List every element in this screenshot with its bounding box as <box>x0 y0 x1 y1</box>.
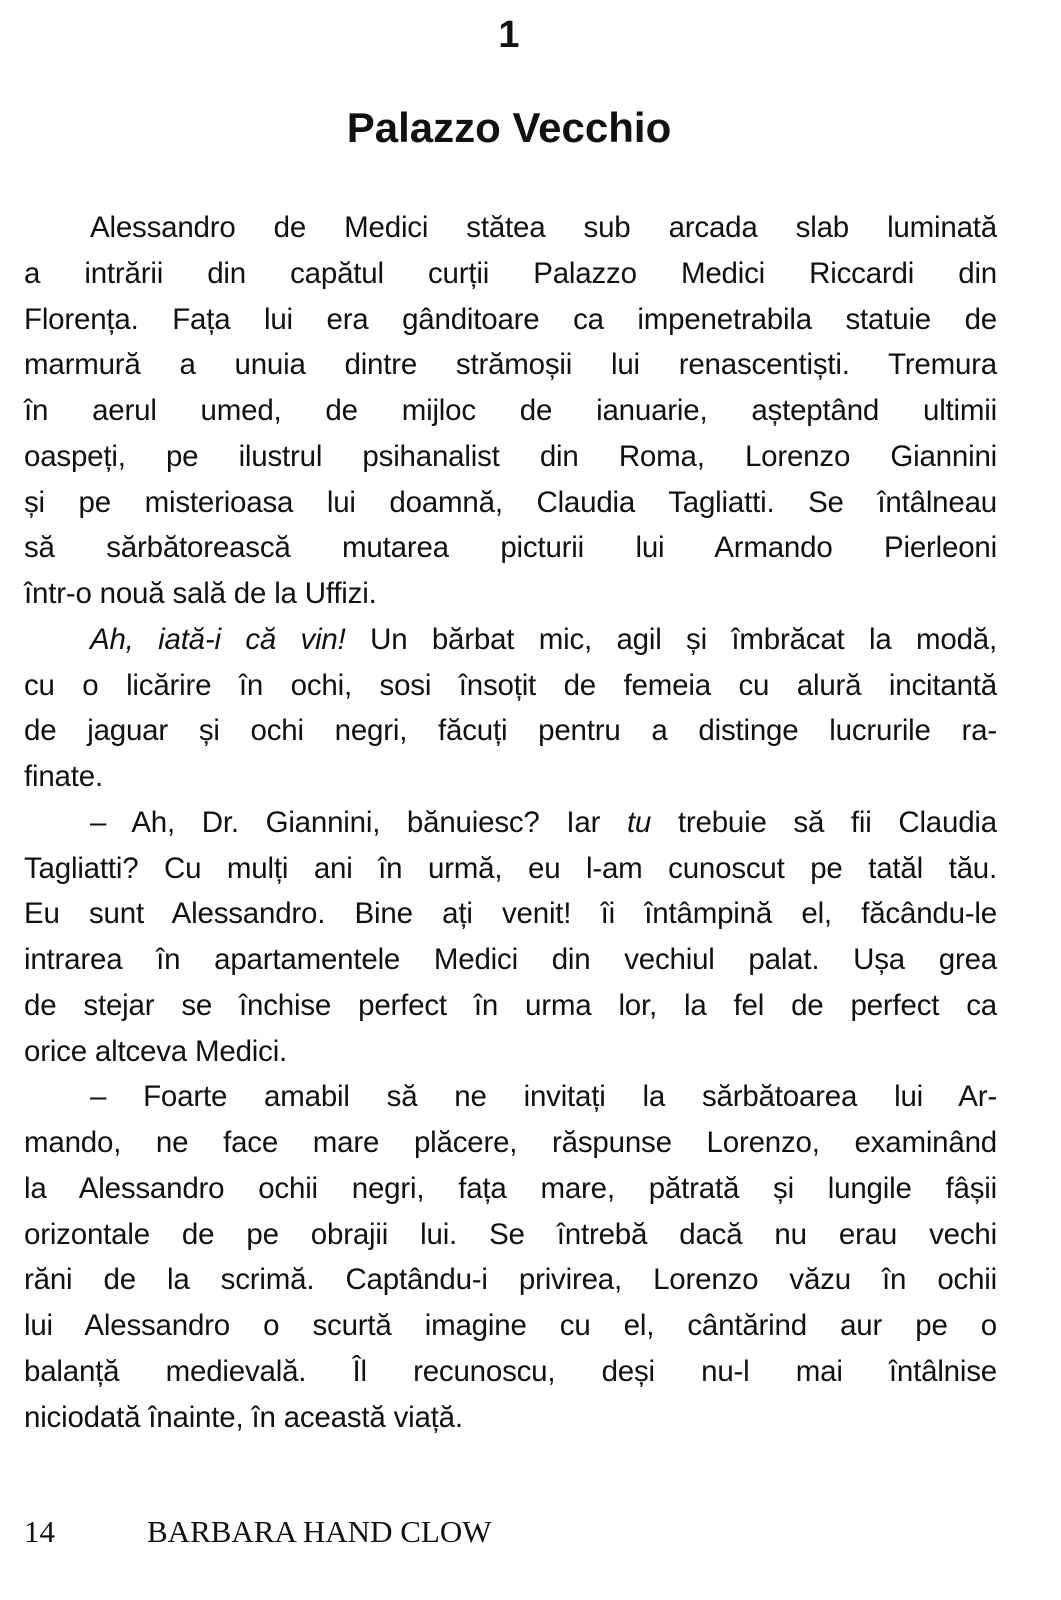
text-segment: balanță medievală. Îl recunoscu, deși nu-l mai întâlnise <box>24 1354 997 1388</box>
text-segment: marmură a unuia dintre strămoșii lui renascentiști. Tremura <box>24 348 997 382</box>
text-line <box>24 1349 997 1395</box>
text-segment: și pe misterioasa lui doamnă, Claudia Tagliatti. Se întâlneau <box>24 485 997 519</box>
text-line <box>24 1120 997 1166</box>
text-segment: intrarea în apartamentele Medici din vechiul palat. Ușa grea <box>24 943 997 976</box>
text-line <box>24 617 997 663</box>
text-segment: Tagliatti? Cu mulți ani în urmă, eu l-am cunoscut pe tatăl tău. <box>24 851 997 885</box>
text-line <box>24 1395 997 1441</box>
text-line <box>24 434 997 480</box>
paragraph <box>24 800 997 1075</box>
text-segment: la Alessandro ochii negri, fața mare, pătrată și lungile fâșii <box>24 1171 997 1205</box>
text-segment: finate. <box>24 760 103 793</box>
text-line <box>24 388 997 434</box>
text-line <box>24 571 997 617</box>
text-segment: Un bărbat mic, agil și îmbrăcat la modă, <box>345 622 997 656</box>
text-line <box>24 1257 997 1303</box>
text-segment: Eu sunt Alessandro. Bine ați venit! îi întâmpină el, făcându-le <box>24 897 997 931</box>
text-line <box>24 1212 997 1258</box>
text-segment: oaspeți, pe ilustrul psihanalist din Roma, Lorenzo Giannini <box>24 439 997 473</box>
text-line <box>24 342 997 388</box>
text-line <box>24 1303 997 1349</box>
text-segment: a intrării din capătul curții Palazzo Medici Riccardi din <box>24 256 997 290</box>
text-segment: orice altceva Medici. <box>24 1034 288 1068</box>
text-segment: Florența. Fața lui era gânditoare ca impenetrabila statuie de <box>24 302 997 336</box>
italic-text: tu <box>626 805 652 839</box>
text-line <box>24 1166 997 1212</box>
text-segment: Alessandro de Medici stătea sub arcada slab luminată <box>90 211 997 244</box>
text-segment: – Ah, Dr. Giannini, bănuiesc? Iar <box>90 805 627 839</box>
text-segment: în aerul umed, de mijloc de ianuarie, așteptând ultimii <box>24 394 997 427</box>
chapter-number: 1 <box>498 14 520 56</box>
text-line <box>24 800 997 846</box>
text-segment: lui Alessandro o scurtă imagine cu el, cântărind aur pe o <box>24 1309 997 1342</box>
text-line <box>24 1074 997 1120</box>
text-line <box>24 846 997 892</box>
text-line <box>24 663 997 709</box>
text-line <box>24 1029 997 1075</box>
text-line <box>24 480 997 526</box>
text-line <box>24 297 997 343</box>
text-line <box>24 708 997 754</box>
chapter-title: Palazzo Vecchio <box>346 104 672 151</box>
text-segment: de stejar se închise perfect în urma lor, la fel de perfect ca <box>24 988 997 1022</box>
paragraph <box>24 1074 997 1440</box>
text-line <box>24 754 997 800</box>
text-line <box>24 525 997 571</box>
text-segment: – Foarte amabil să ne invitați la sărbătoarea lui Ar- <box>90 1080 997 1114</box>
text-line <box>24 891 997 937</box>
text-line <box>24 983 997 1029</box>
text-segment: mando, ne face mare plăcere, răspunse Lorenzo, examinând <box>24 1126 997 1159</box>
text-segment: cu o licărire în ochi, sosi însoțit de femeia cu alură incitantă <box>24 668 997 702</box>
text-segment: trebuie să fii Claudia <box>651 805 997 839</box>
running-head-author: BARBARA HAND CLOW <box>147 1514 492 1549</box>
page-number: 14 <box>24 1514 55 1549</box>
text-line <box>24 937 997 983</box>
paragraph <box>24 205 997 617</box>
body-text <box>24 205 997 1440</box>
text-line <box>24 205 997 251</box>
italic-text: Ah, iată-i că vin! <box>90 622 346 656</box>
paragraph <box>24 617 997 800</box>
text-line <box>24 251 997 297</box>
text-segment: într-o nouă sală de la Uffizi. <box>24 577 377 610</box>
text-segment: orizontale de pe obrajii lui. Se întrebă dacă nu erau vechi <box>24 1217 997 1251</box>
text-segment: niciodată înainte, în această viață. <box>24 1400 463 1434</box>
text-segment: să sărbătorească mutarea picturii lui Armando Pierleoni <box>24 531 997 565</box>
text-segment: răni de la scrimă. Captându-i privirea, Lorenzo văzu în ochii <box>24 1263 997 1297</box>
text-segment: de jaguar și ochi negri, făcuți pentru a distinge lucrurile ra- <box>24 714 997 748</box>
